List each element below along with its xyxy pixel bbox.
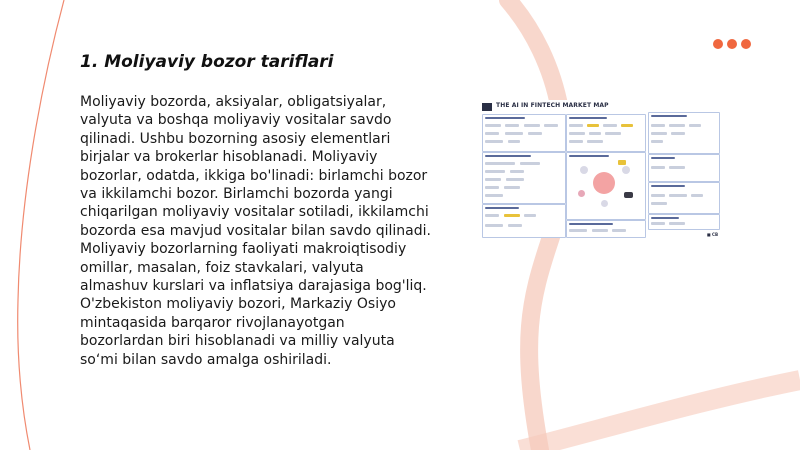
slide-body-text: Moliyaviy bozorda, aksiyalar, obligatsiyalar, valyuta va boshqa moliyaviy vositalar savdo qilinadi. Ushbu bozorning asosiy elementlari birjalar va brokerlar hisoblanadi. Moliyaviy bozorlar, odatda, ikkiga bo'linadi: birlamchi bozor va ikkilamchi bozor. Birlamchi bozorda yangi chiqarilgan moliyaviy vositalar sotiladi, ikkilamchi bozorda esa mavjud vositalar bilan savdo qilinadi. Moliyaviy bozorlarning faoliyati makroiqtisodiy omillar, masalan, foiz stavkalari, valyuta almashuv kurslari va inflatsiya darajasiga bog'liq. O'zbekiston moliyaviy bozori, Markaziy Osiyo mintaqasida barqaror rivojlanayotgan bozorlardan biri hisoblanadi va milliy valyuta so‘mi bilan savdo amalga oshiriladi.	[80, 94, 431, 368]
market-map-image	[480, 100, 720, 238]
map-section	[482, 204, 566, 238]
market-map-title: THE AI IN FINTECH MARKET MAP	[496, 102, 609, 109]
large-arc-bottom	[520, 380, 800, 450]
accent-dots	[713, 39, 751, 49]
slide-title: 1. Moliyaviy bozor tariflari	[80, 52, 334, 72]
accent-dot	[741, 39, 751, 49]
market-map-logo	[482, 103, 492, 111]
accent-dot	[727, 39, 737, 49]
accent-dot	[713, 39, 723, 49]
market-map-footer-logo: ■ CB	[706, 232, 718, 237]
left-thin-arc	[18, 0, 64, 450]
